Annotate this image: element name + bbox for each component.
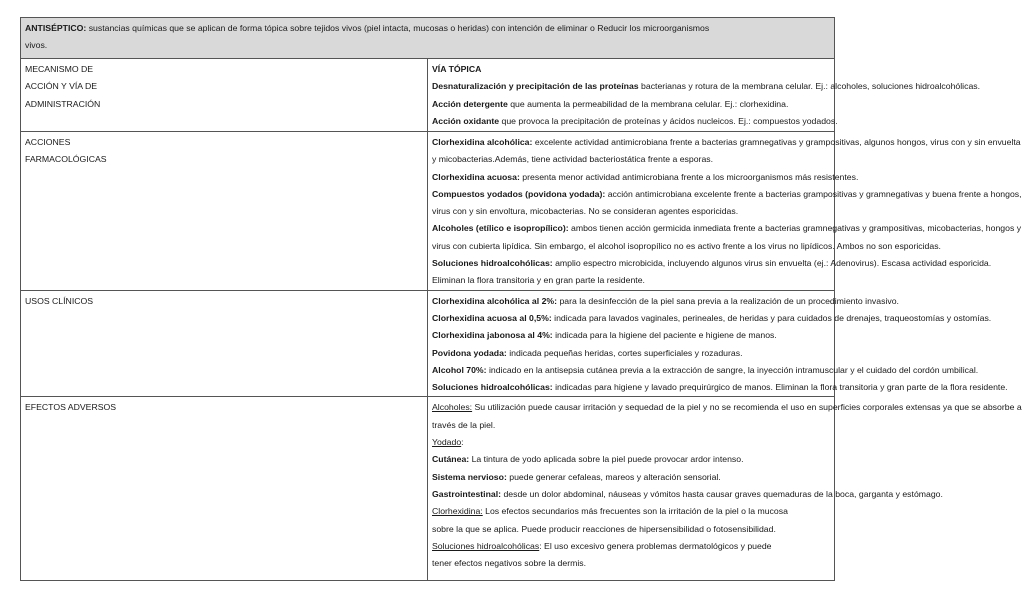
- text-segment: amplio espectro microbicida, incluyendo algunos virus sin envuelta (ej.: Adenovirus). Escasa actividad esporicida.: [552, 258, 992, 269]
- header-term: ANTISÉPTICO:: [25, 23, 87, 33]
- bold-term: Alcoholes (etílico e isopropílico):: [432, 223, 569, 234]
- row-content: [428, 132, 1022, 291]
- text-segment: presenta menor actividad antimicrobiana frente a los microorganismos más resistentes.: [519, 171, 859, 182]
- row-content: [428, 397, 1022, 581]
- row-usos: [21, 290, 835, 397]
- content-line: [432, 521, 830, 538]
- row-label: [21, 290, 428, 397]
- underlined-term: Clorhexidina:: [432, 506, 483, 517]
- row-label: [21, 132, 428, 291]
- content-line: [432, 203, 830, 220]
- text-segment: acción antimicrobiana excelente frente a bacterias grampositivas y gramnegativas y buena frente a hongos,: [605, 188, 1022, 199]
- text-segment: ambos tienen acción germicida inmediata frente a bacterias gramnegativas y grampositivas, micobacterias, hongos y: [568, 223, 1022, 234]
- content-line: [432, 78, 981, 95]
- header-cell: [21, 18, 835, 59]
- content-line: [432, 486, 943, 503]
- row-label: [21, 59, 428, 132]
- text-segment: Eliminan la flora transitoria y en gran parte la residente.: [432, 275, 645, 286]
- text-segment: excelente actividad antimicrobiana frente a bacterias gramnegativas y grampositivas, algunos hongos, virus con y sin envuelta: [532, 137, 1021, 147]
- header-definition: sustancias químicas que se aplican de forma tópica sobre tejidos vivos (piel intacta, mucosas o heridas) con intención de eliminar o Reducir los microorganismos: [86, 23, 710, 33]
- content-line: [432, 417, 830, 434]
- bold-term: Clorhexidina alcohólica al 2%:: [432, 295, 558, 306]
- text-segment: indicadas para higiene y lavado prequirúrgico de manos. Eliminan la flora transitoria y gran parte de la flora residente.: [552, 382, 1008, 393]
- header-definition-cont: vivos.: [25, 40, 48, 51]
- underlined-term: Yodado: [432, 437, 462, 448]
- underlined-term: Alcoholes:: [432, 402, 473, 413]
- content-line: [432, 399, 1022, 416]
- text-segment: : El uso excesivo genera problemas dermatológicos y puede: [539, 540, 772, 551]
- content-line: [432, 293, 899, 310]
- text-segment: Los efectos secundarios más frecuentes son la irritación de la piel o la mucosa: [482, 506, 788, 517]
- bold-term: Acción oxidante: [432, 115, 500, 126]
- row-label-line: EFECTOS ADVERSOS: [25, 402, 117, 413]
- content-line: [432, 61, 830, 78]
- bold-term: Alcohol 70%:: [432, 364, 487, 375]
- row-content: [428, 290, 1008, 397]
- bold-term: Acción detergente: [432, 98, 508, 109]
- content-line: [432, 169, 859, 186]
- bold-term: Clorhexidina acuosa:: [432, 171, 520, 182]
- content-line: [432, 272, 830, 289]
- text-segment: puede generar cefaleas, mareos y alteración sensorial.: [506, 471, 721, 482]
- content-line: [432, 345, 830, 362]
- content-line: [432, 451, 830, 468]
- content-line: [432, 220, 1022, 237]
- row-content: [428, 59, 981, 132]
- bold-term: Cutánea:: [432, 454, 470, 465]
- content-line: [432, 538, 830, 555]
- text-segment: bacterianas y rotura de la membrana celular. Ej.: alcoholes, soluciones hidroalcohólicas.: [638, 81, 981, 92]
- content-line: [432, 555, 830, 572]
- content-line: [432, 327, 830, 344]
- content-line: [432, 310, 992, 327]
- bold-term: Gastrointestinal:: [432, 488, 502, 499]
- text-segment: La tintura de yodo aplicada sobre la piel puede provocar ardor intenso.: [469, 454, 744, 465]
- content-line: [432, 238, 941, 255]
- text-segment: virus con y sin envoltura, micobacterias. No se consideran agentes esporicidas.: [432, 206, 739, 217]
- text-segment: desde un dolor abdominal, náuseas y vómitos hasta causar graves quemaduras de la boca, garganta y estómago.: [501, 488, 943, 499]
- bold-term: Povidona yodada:: [432, 347, 507, 358]
- content-line: [432, 255, 992, 272]
- row-label-line: ACCIONES: [25, 137, 71, 147]
- antiseptico-table: [20, 17, 1022, 581]
- text-segment: :: [461, 437, 464, 448]
- text-segment: indicada pequeñas heridas, cortes superficiales y rozaduras.: [506, 347, 743, 358]
- row-label-line: USOS CLÍNICOS: [25, 295, 94, 306]
- bold-term: Clorhexidina acuosa al 0,5%:: [432, 312, 552, 323]
- text-segment: indicada para la higiene del paciente e higiene de manos.: [552, 330, 777, 341]
- content-line: [432, 469, 830, 486]
- content-line: [432, 434, 830, 451]
- text-segment: indicado en la antisepsia cutánea previa a la extracción de sangre, la inyección intramuscular y el cuidado del cordón umbilical.: [486, 364, 979, 375]
- text-segment: Su utilización puede causar irritación y sequedad de la piel y no se recomienda el uso en superficies corporales extensas ya que se absorbe a: [472, 402, 1022, 413]
- bold-term: Desnaturalización y precipitación de las proteínas: [432, 81, 639, 92]
- content-line: [432, 151, 830, 168]
- bold-term: Soluciones hidroalcohólicas:: [432, 258, 553, 269]
- bold-term: Compuestos yodados (povidona yodada):: [432, 188, 606, 199]
- content-line: [432, 362, 979, 379]
- row-efectos: [21, 397, 835, 581]
- bold-term: Clorhexidina jabonosa al 4%:: [432, 330, 553, 341]
- text-segment: para la desinfección de la piel sana previa a la realización de un procedimiento invasivo.: [557, 295, 899, 306]
- bold-term: Soluciones hidroalcohólicas:: [432, 382, 553, 393]
- content-line: [432, 113, 838, 130]
- bold-term: VÍA TÓPICA: [432, 64, 482, 74]
- row-acciones: [21, 132, 835, 291]
- content-line: [432, 503, 830, 520]
- text-segment: sobre la que se aplica. Puede producir reacciones de hipersensibilidad o fotosensibilidad.: [432, 523, 776, 534]
- row-label-line: MECANISMO DE: [25, 64, 94, 74]
- bold-term: Sistema nervioso:: [432, 471, 507, 482]
- content-line: [432, 186, 1022, 203]
- text-segment: tener efectos negativos sobre la dermis.: [432, 558, 587, 569]
- text-segment: virus con cubierta lipídica. Sin embargo, el alcohol isopropílico no es activo frente a los virus no lipídicos. Ambos no son esporicidas.: [432, 240, 941, 251]
- text-segment: través de la piel.: [432, 419, 496, 430]
- text-segment: que aumenta la permeabilidad de la membrana celular. Ej.: clorhexidina.: [507, 98, 789, 109]
- content-line: [432, 379, 1008, 396]
- row-label-line: ACCIÓN Y VÍA DE: [25, 81, 98, 92]
- row-label: [21, 397, 428, 581]
- text-segment: indicada para lavados vaginales, perineales, de heridas y para cuidados de drenajes, traqueostomías y ostomías.: [551, 312, 992, 323]
- underlined-term: Soluciones hidroalcohólicas: [432, 540, 540, 551]
- row-mecanismo: [21, 59, 835, 132]
- row-label-line: FARMACOLÓGICAS: [25, 154, 107, 165]
- bold-term: Clorhexidina alcohólica:: [432, 137, 533, 147]
- text-segment: que provoca la precipitación de proteínas y ácidos nucleicos. Ej.: compuestos yodados.: [499, 115, 838, 126]
- content-line: [432, 96, 830, 113]
- header-row: [21, 18, 835, 59]
- content-line: [432, 134, 1021, 151]
- row-label-line: ADMINISTRACIÓN: [25, 98, 101, 109]
- text-segment: y micobacterias.Además, tiene actividad bacteriostática frente a esporas.: [432, 154, 714, 165]
